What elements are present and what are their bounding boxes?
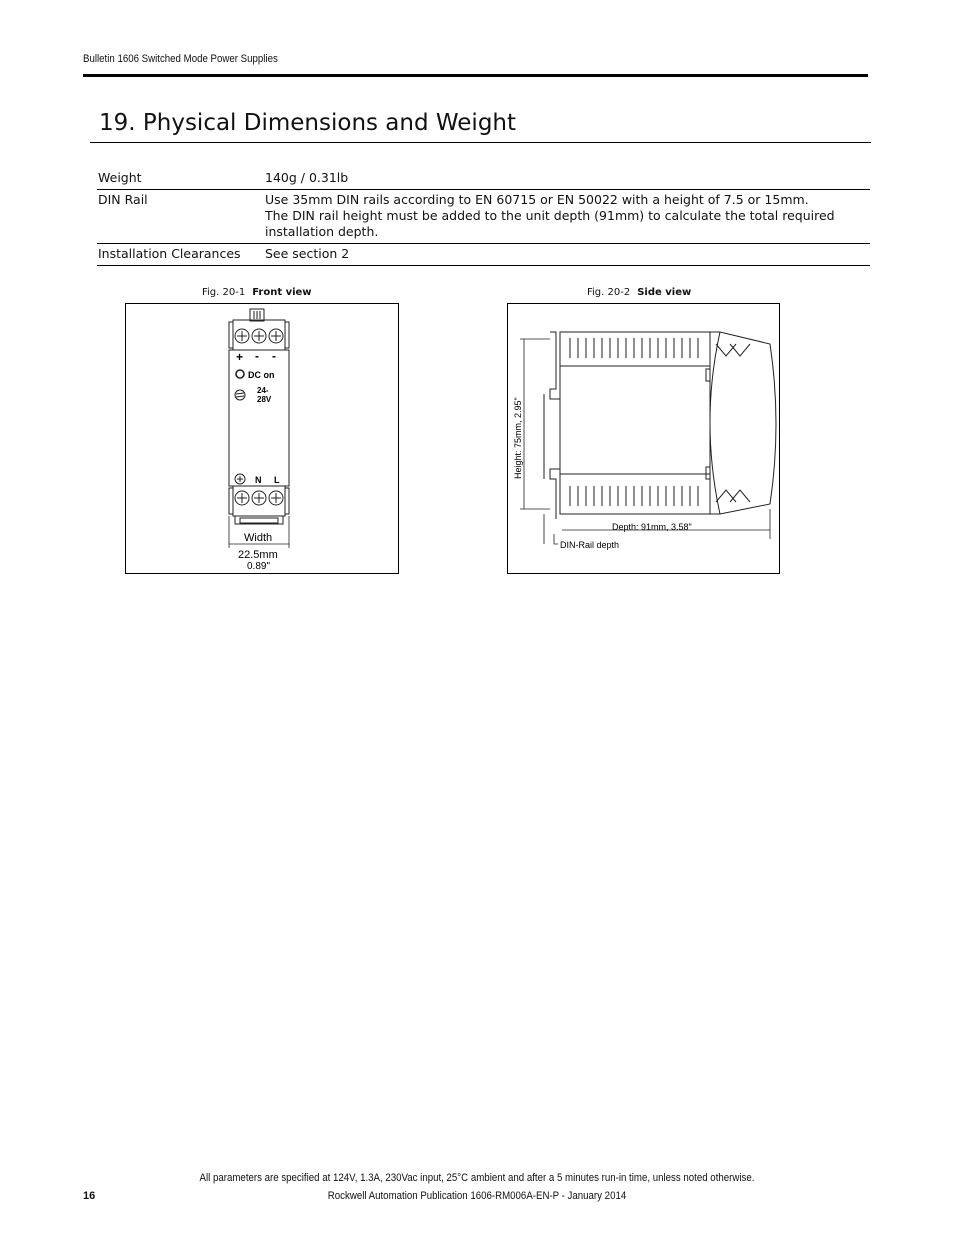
figure-name: Side view (637, 287, 692, 298)
running-header: Bulletin 1606 Switched Mode Power Supplies (83, 53, 278, 65)
spec-line: 140g / 0.31lb (265, 170, 349, 185)
spec-row-weight (97, 168, 870, 190)
depth-label: Depth: 91mm, 3.58" (612, 522, 692, 532)
terminal-minus-label: - (255, 349, 259, 363)
footer-note: All parameters are specified at 124V, 1.3A, 230Vac input, 25°C ambient and after a 5 minutes run-in time, unless noted otherwise. (199, 1172, 755, 1184)
spec-line: The DIN rail height must be added to the unit depth (91mm) to calculate the total required installation depth. (265, 208, 835, 239)
spec-table (97, 168, 870, 266)
side-view-figure (507, 303, 780, 574)
side-view-drawing (508, 304, 779, 573)
terminal-plus-label: + (236, 350, 244, 364)
width-inch-label: 0.89" (247, 561, 271, 572)
front-view-drawing (126, 304, 398, 573)
spec-value (265, 170, 870, 186)
footer-publication: Rockwell Automation Publication 1606-RM006A-EN-P - January 2014 (327, 1190, 627, 1202)
voltage-label-1: 24- (257, 386, 269, 395)
front-view-figure (125, 303, 399, 574)
height-label: Height: 75mm, 2.95" (513, 397, 523, 479)
figure-name: Front view (252, 287, 312, 298)
page-number: 16 (83, 1190, 96, 1202)
terminal-l-label: L (274, 475, 280, 485)
spec-line: See section 2 (265, 246, 350, 261)
spec-label: Weight (98, 170, 142, 185)
din-rail-depth-label: DIN-Rail depth (560, 540, 620, 550)
spec-label: DIN Rail (98, 192, 148, 207)
header-rule (83, 74, 868, 77)
terminal-minus-label: - (272, 349, 276, 363)
dc-on-label: DC on (248, 370, 275, 380)
voltage-label-2: 28V (257, 395, 272, 404)
width-mm-label: 22.5mm (238, 549, 278, 561)
figure-caption-side (587, 287, 691, 298)
figure-number: Fig. 20-1 (202, 287, 246, 298)
spec-value (265, 246, 870, 262)
figure-number: Fig. 20-2 (587, 287, 631, 298)
title-rule (90, 142, 871, 143)
spec-label: Installation Clearances (98, 246, 241, 261)
section-title: 19. Physical Dimensions and Weight (99, 110, 517, 136)
spec-row-din-rail (97, 190, 870, 244)
spec-row-clearances (97, 244, 870, 266)
spec-value (265, 192, 870, 240)
terminal-n-label: N (255, 475, 262, 485)
spec-line: Use 35mm DIN rails according to EN 60715 or EN 50022 with a height of 7.5 or 15mm. (265, 192, 809, 207)
width-label: Width (244, 532, 273, 544)
figure-caption-front (202, 287, 312, 298)
